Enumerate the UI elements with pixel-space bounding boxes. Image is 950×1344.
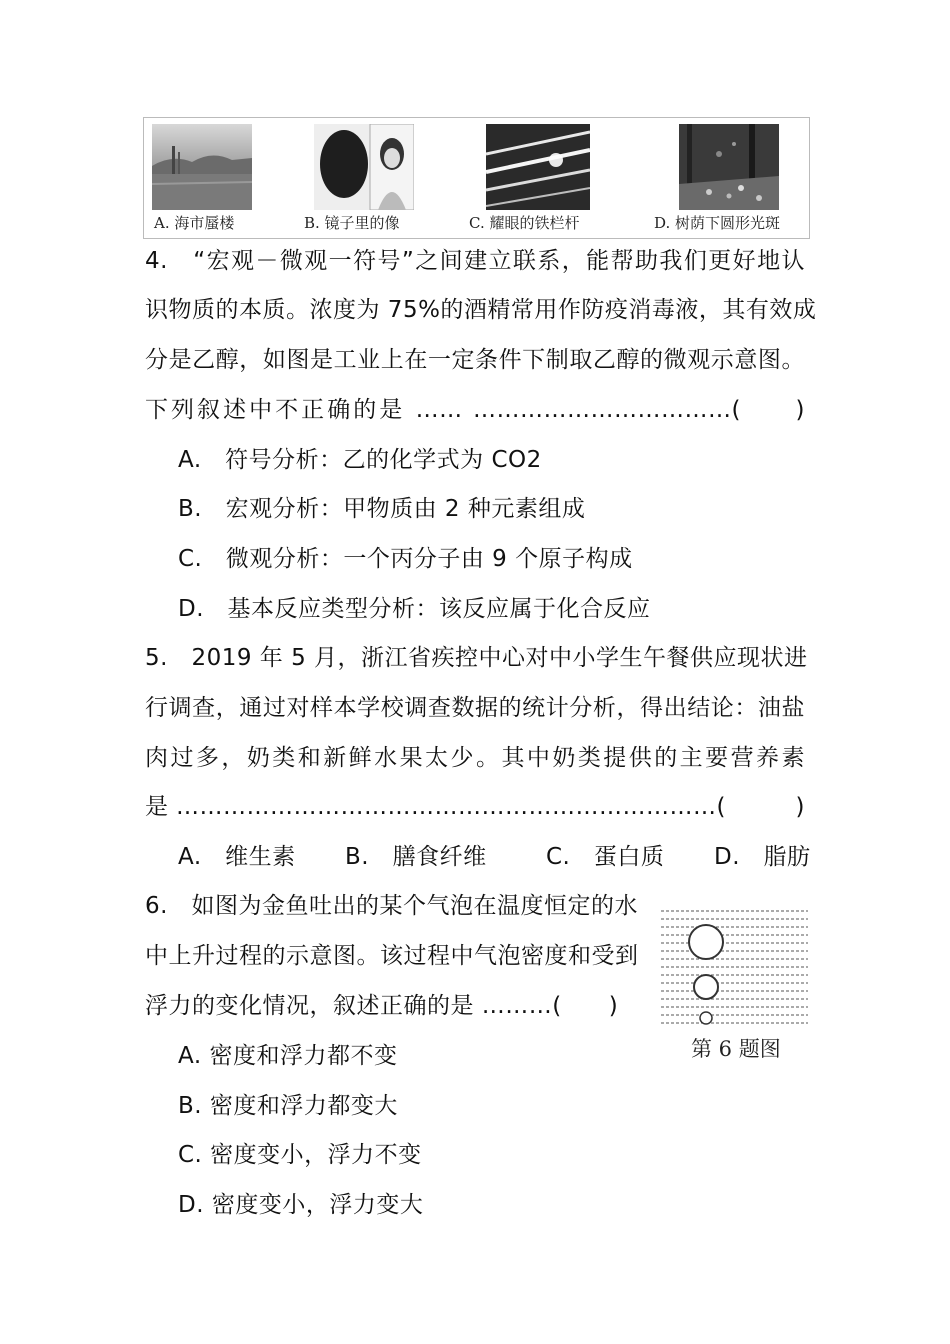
q5-option-d: D. 脂肪 [714,844,811,870]
figure-6-caption: 第 6 题图 [691,1037,781,1061]
q4-option-c: C. 微观分析：一个丙分子由 9 个原子构成 [178,546,633,572]
photo-caption-c: C. 耀眼的铁栏杆 [469,214,580,232]
q5-option-c: C. 蛋白质 [546,844,665,870]
q4-option-d: D. 基本反应类型分析：该反应属于化合反应 [178,596,651,622]
q6-option-a: A. 密度和浮力都不变 [178,1043,398,1069]
q4-stem-line-4: 下列叙述中不正确的是 …… ……………………………( ) [145,397,805,423]
q4-option-b: B. 宏观分析：甲物质由 2 种元素组成 [178,496,586,522]
bubble-figure [657,905,812,1063]
optics-photo-strip [143,117,810,239]
q5-option-b: B. 膳食纤维 [345,844,487,870]
q5-stem-line-1: 5. 2019 年 5 月，浙江省疾控中心对中小学生午餐供应现状进 [145,645,808,671]
q4-stem-line-1: 4. “宏观－微观一符号”之间建立联系，能帮助我们更好地认 [145,248,805,274]
q5-stem-line-4: 是……………………………………………………………( ) [145,794,805,820]
medium-bubble [694,975,718,999]
q6-option-d: D. 密度变小，浮力变大 [178,1192,424,1218]
small-bubble [700,1012,712,1024]
q4-stem-line-3: 分是乙醇，如图是工业上在一定条件下制取乙醇的微观示意图。 [145,347,805,373]
mirage-photo [152,124,252,210]
q6-stem-line-1: 6. 如图为金鱼吐出的某个气泡在温度恒定的水 [145,893,638,919]
q4-stem-line-2: 识物质的本质。浓度为 75%的酒精常用作防疫消毒液，其有效成 [145,297,817,323]
q4-option-a: A. 符号分析：乙的化学式为 CO2 [178,447,542,473]
q6-stem-line-3: 浮力的变化情况，叙述正确的是 ………( ) [145,993,619,1019]
q6-option-b: B. 密度和浮力都变大 [178,1093,398,1119]
photo-caption-d: D. 树荫下圆形光斑 [654,214,781,232]
q5-stem-line-2: 行调查，通过对样本学校调查数据的统计分析，得出结论：油盐 [145,695,805,721]
q5-option-a: A. 维生素 [178,844,296,870]
q6-option-c: C. 密度变小，浮力不变 [178,1142,422,1168]
q6-stem-line-2: 中上升过程的示意图。该过程中气泡密度和受到 [145,943,639,969]
rising-bubble-diagram [657,905,812,1030]
photo-caption-b: B. 镜子里的像 [304,214,400,232]
mirror-image-photo [314,124,414,210]
q5-stem-line-3: 肉过多，奶类和新鲜水果太少。其中奶类提供的主要营养素 [145,745,805,771]
iron-railing-photo [486,124,590,210]
tree-shade-photo [679,124,779,210]
large-bubble [689,925,723,959]
photo-caption-a: A. 海市蜃楼 [154,214,235,232]
